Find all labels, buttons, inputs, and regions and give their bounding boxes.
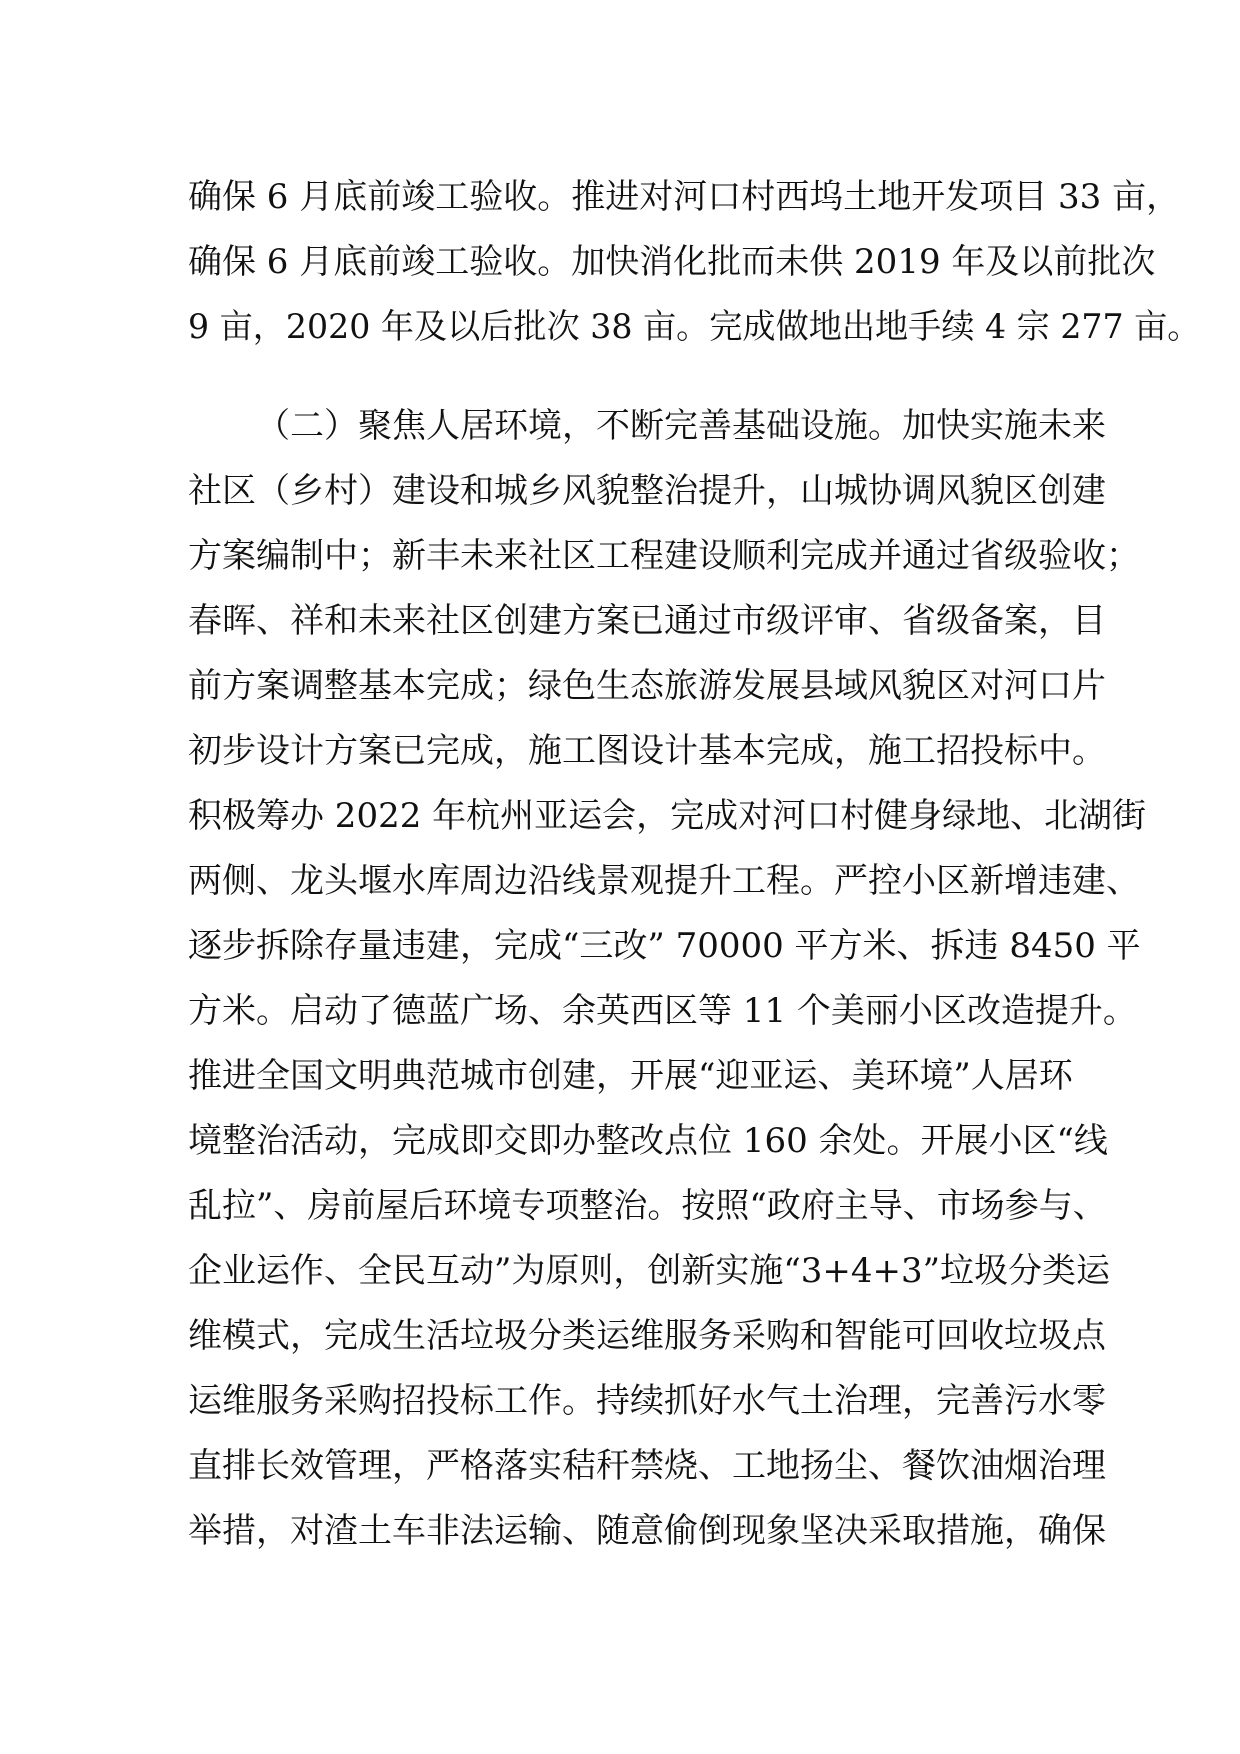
text-line: 两侧、龙头堰水库周边沿线景观提升工程。严控小区新增违建、 <box>188 861 1140 901</box>
text-line: 企业运作、全民互动”为原则，创新实施“3+4+3”垃圾分类运 <box>188 1251 1111 1291</box>
text-line: 方米。启动了德蓝广场、余英西区等 11 个美丽小区改造提升。 <box>188 991 1137 1031</box>
text-line: 举措，对渣土车非法运输、随意偷倒现象坚决采取措施，确保 <box>188 1511 1106 1551</box>
paragraph-land-development <box>188 165 1201 360</box>
text-line: 社区（乡村）建设和城乡风貌整治提升，山城协调风貌区创建 <box>188 471 1106 511</box>
text-line: 方案编制中；新丰未来社区工程建设顺利完成并通过省级验收； <box>188 536 1140 576</box>
text-line: 直排长效管理，严格落实秸秆禁烧、工地扬尘、餐饮油烟治理 <box>188 1446 1106 1486</box>
text-line: 9 亩，2020 年及以后批次 38 亩。完成做地出地手续 4 宗 277 亩。 <box>188 307 1201 347</box>
text-line: 逐步拆除存量违建，完成“三改” 70000 平方米、拆违 8450 平 <box>188 926 1141 966</box>
text-line: 境整治活动，完成即交即办整改点位 160 余处。开展小区“线 <box>188 1121 1108 1161</box>
text-line: 推进全国文明典范城市创建，开展“迎亚运、美环境”人居环 <box>188 1056 1073 1096</box>
text-line: 确保 6 月底前竣工验收。推进对河口村西坞土地开发项目 33 亩， <box>188 177 1181 217</box>
text-line: 维模式，完成生活垃圾分类运维服务采购和智能可回收垃圾点 <box>188 1316 1106 1356</box>
text-line: 春晖、祥和未来社区创建方案已通过市级评审、省级备案，目 <box>188 601 1106 641</box>
text-line: 运维服务采购招投标工作。持续抓好水气土治理，完善污水零 <box>188 1381 1106 1421</box>
paragraph-living-environment <box>188 394 1147 1564</box>
text-line: 积极筹办 2022 年杭州亚运会，完成对河口村健身绿地、北湖街 <box>188 796 1147 836</box>
text-line: 前方案调整基本完成；绿色生态旅游发展县域风貌区对河口片 <box>188 666 1106 706</box>
text-line: 初步设计方案已完成，施工图设计基本完成，施工招投标中。 <box>188 731 1106 771</box>
text-line: 确保 6 月底前竣工验收。加快消化批而未供 2019 年及以前批次 <box>188 242 1156 282</box>
section-heading-line: （二）聚焦人居环境，不断完善基础设施。加快实施未来 <box>256 406 1106 446</box>
text-line: 乱拉”、房前屋后环境专项整治。按照“政府主导、市场参与、 <box>188 1186 1107 1226</box>
